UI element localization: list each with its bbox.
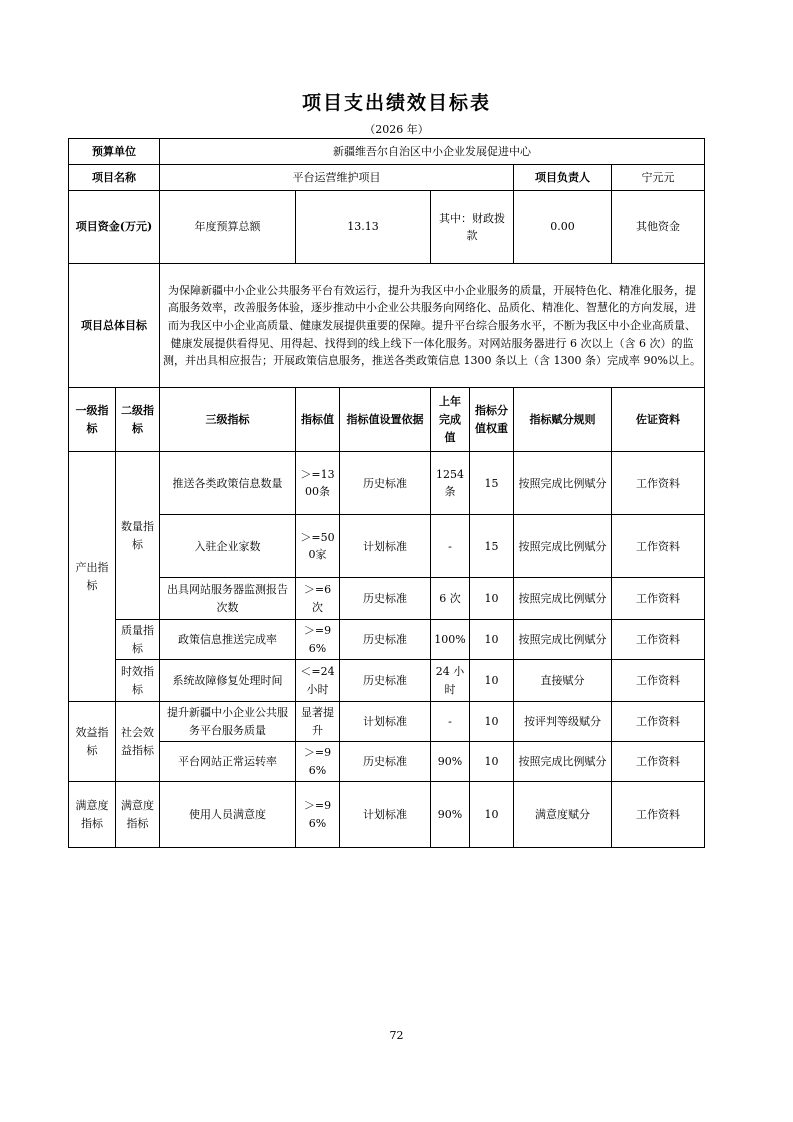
project-funds-label: 项目资金(万元) <box>69 191 160 264</box>
indicator-name: 系统故障修复处理时间 <box>160 660 296 702</box>
header-value: 指标值 <box>296 388 340 452</box>
indicator-basis: 历史标准 <box>340 742 431 782</box>
indicator-evidence: 工作资料 <box>612 660 705 702</box>
table-row <box>69 452 705 515</box>
group-satisfaction-l2: 满意度指标 <box>116 782 160 848</box>
indicator-name: 推送各类政策信息数量 <box>160 452 296 515</box>
header-row <box>69 388 705 452</box>
header-basis: 指标值设置依据 <box>340 388 431 452</box>
header-last-year: 上年完成值 <box>431 388 470 452</box>
indicator-evidence: 工作资料 <box>612 452 705 515</box>
group-timeliness: 时效指标 <box>116 660 160 702</box>
indicator-evidence: 工作资料 <box>612 782 705 848</box>
page-number: 72 <box>389 1029 404 1042</box>
indicator-rule: 按照完成比例赋分 <box>514 742 612 782</box>
indicator-evidence: 工作资料 <box>612 515 705 578</box>
indicator-basis: 计划标准 <box>340 782 431 848</box>
group-output: 产出指标 <box>69 452 116 702</box>
indicator-name: 使用人员满意度 <box>160 782 296 848</box>
indicator-rule: 按评判等级赋分 <box>514 702 612 742</box>
table-row <box>69 702 705 742</box>
other-funds-label: 其他资金 <box>612 191 705 264</box>
indicator-weight: 10 <box>470 702 514 742</box>
indicator-basis: 历史标准 <box>340 578 431 620</box>
indicator-last-year: - <box>431 702 470 742</box>
header-rule: 指标赋分规则 <box>514 388 612 452</box>
indicator-weight: 15 <box>470 452 514 515</box>
goal-label: 项目总体目标 <box>69 264 160 388</box>
indicator-value: 显著提升 <box>296 702 340 742</box>
indicator-value: ＞=96% <box>296 620 340 660</box>
indicator-rule: 按照完成比例赋分 <box>514 620 612 660</box>
indicator-value: ＞=500家 <box>296 515 340 578</box>
indicator-value: ＜=24小时 <box>296 660 340 702</box>
indicator-weight: 10 <box>470 782 514 848</box>
indicator-rule: 按照完成比例赋分 <box>514 515 612 578</box>
indicator-last-year: - <box>431 515 470 578</box>
table-row <box>69 620 705 660</box>
indicator-basis: 计划标准 <box>340 515 431 578</box>
indicator-value: ＞=6次 <box>296 578 340 620</box>
indicator-name: 平台网站正常运转率 <box>160 742 296 782</box>
indicator-value: ＞=1300条 <box>296 452 340 515</box>
indicator-last-year: 6 次 <box>431 578 470 620</box>
budget-unit-value: 新疆维吾尔自治区中小企业发展促进中心 <box>160 139 705 165</box>
goal-text: 为保障新疆中小企业公共服务平台有效运行，提升为我区中小企业服务的质量，开展特色化、精准化服务，提高服务效率，改善服务体验，逐步推动中小企业公共服务向网络化、品质化、精准化、智慧化的方向发展，进而为我区中小企业高质量、健康发展提供重要的保障。提升平台综合服务水平，不断为我区中小企业高质量、健康发展提供看得见、用得起、找得到的线上线下一体化服务。对网站服务器进行 6 次以上（含 6 次）的监测，并出具相应报告；开展政策信息服务，推送各类政策信息 1300 条以上（含 1300 条）完成率 90%以上。 <box>160 264 705 388</box>
indicator-rule: 按照完成比例赋分 <box>514 578 612 620</box>
indicator-value: ＞=96% <box>296 742 340 782</box>
indicator-last-year: 100% <box>431 620 470 660</box>
header-level3: 三级指标 <box>160 388 296 452</box>
indicator-basis: 计划标准 <box>340 702 431 742</box>
indicator-evidence: 工作资料 <box>612 578 705 620</box>
indicator-evidence: 工作资料 <box>612 620 705 660</box>
project-funds-row <box>69 191 705 264</box>
header-level1: 一级指标 <box>69 388 116 452</box>
table-row <box>69 578 705 620</box>
indicator-last-year: 90% <box>431 782 470 848</box>
group-quality: 质量指标 <box>116 620 160 660</box>
indicator-name: 政策信息推送完成率 <box>160 620 296 660</box>
annual-total-value: 13.13 <box>296 191 431 264</box>
project-name-value: 平台运营维护项目 <box>160 165 514 191</box>
indicator-last-year: 24 小时 <box>431 660 470 702</box>
project-name-label: 项目名称 <box>69 165 160 191</box>
indicator-rule: 直接赋分 <box>514 660 612 702</box>
project-name-row <box>69 165 705 191</box>
indicator-evidence: 工作资料 <box>612 702 705 742</box>
budget-unit-label: 预算单位 <box>69 139 160 165</box>
indicator-evidence: 工作资料 <box>612 742 705 782</box>
group-quantity: 数量指标 <box>116 452 160 620</box>
indicator-last-year: 1254条 <box>431 452 470 515</box>
indicator-value: ＞=96% <box>296 782 340 848</box>
indicator-basis: 历史标准 <box>340 660 431 702</box>
performance-table <box>68 138 705 848</box>
page-title: 项目支出绩效目标表 <box>301 92 491 114</box>
fiscal-label: 其中：财政拨款 <box>431 191 514 264</box>
table-row <box>69 782 705 848</box>
group-social-benefit: 社会效益指标 <box>116 702 160 782</box>
table-row <box>69 515 705 578</box>
indicator-weight: 15 <box>470 515 514 578</box>
indicator-rule: 按照完成比例赋分 <box>514 452 612 515</box>
table-row <box>69 660 705 702</box>
annual-total-label: 年度预算总额 <box>160 191 296 264</box>
indicator-basis: 历史标准 <box>340 620 431 660</box>
budget-unit-row <box>69 139 705 165</box>
project-leader-value: 宁元元 <box>612 165 705 191</box>
group-satisfaction-l1: 满意度指标 <box>69 782 116 848</box>
header-level2: 二级指标 <box>116 388 160 452</box>
goal-row <box>69 264 705 388</box>
indicator-weight: 10 <box>470 620 514 660</box>
table-row <box>69 742 705 782</box>
indicator-weight: 10 <box>470 742 514 782</box>
project-leader-label: 项目负责人 <box>514 165 612 191</box>
indicator-last-year: 90% <box>431 742 470 782</box>
indicator-weight: 10 <box>470 660 514 702</box>
header-evidence: 佐证资料 <box>612 388 705 452</box>
indicator-basis: 历史标准 <box>340 452 431 515</box>
group-benefit: 效益指标 <box>69 702 116 782</box>
header-weight: 指标分值权重 <box>470 388 514 452</box>
indicator-rule: 满意度赋分 <box>514 782 612 848</box>
indicator-name: 提升新疆中小企业公共服务平台服务质量 <box>160 702 296 742</box>
year-label: （2026 年） <box>364 123 429 136</box>
indicator-name: 入驻企业家数 <box>160 515 296 578</box>
indicator-name: 出具网站服务器监测报告次数 <box>160 578 296 620</box>
indicator-weight: 10 <box>470 578 514 620</box>
fiscal-value: 0.00 <box>514 191 612 264</box>
